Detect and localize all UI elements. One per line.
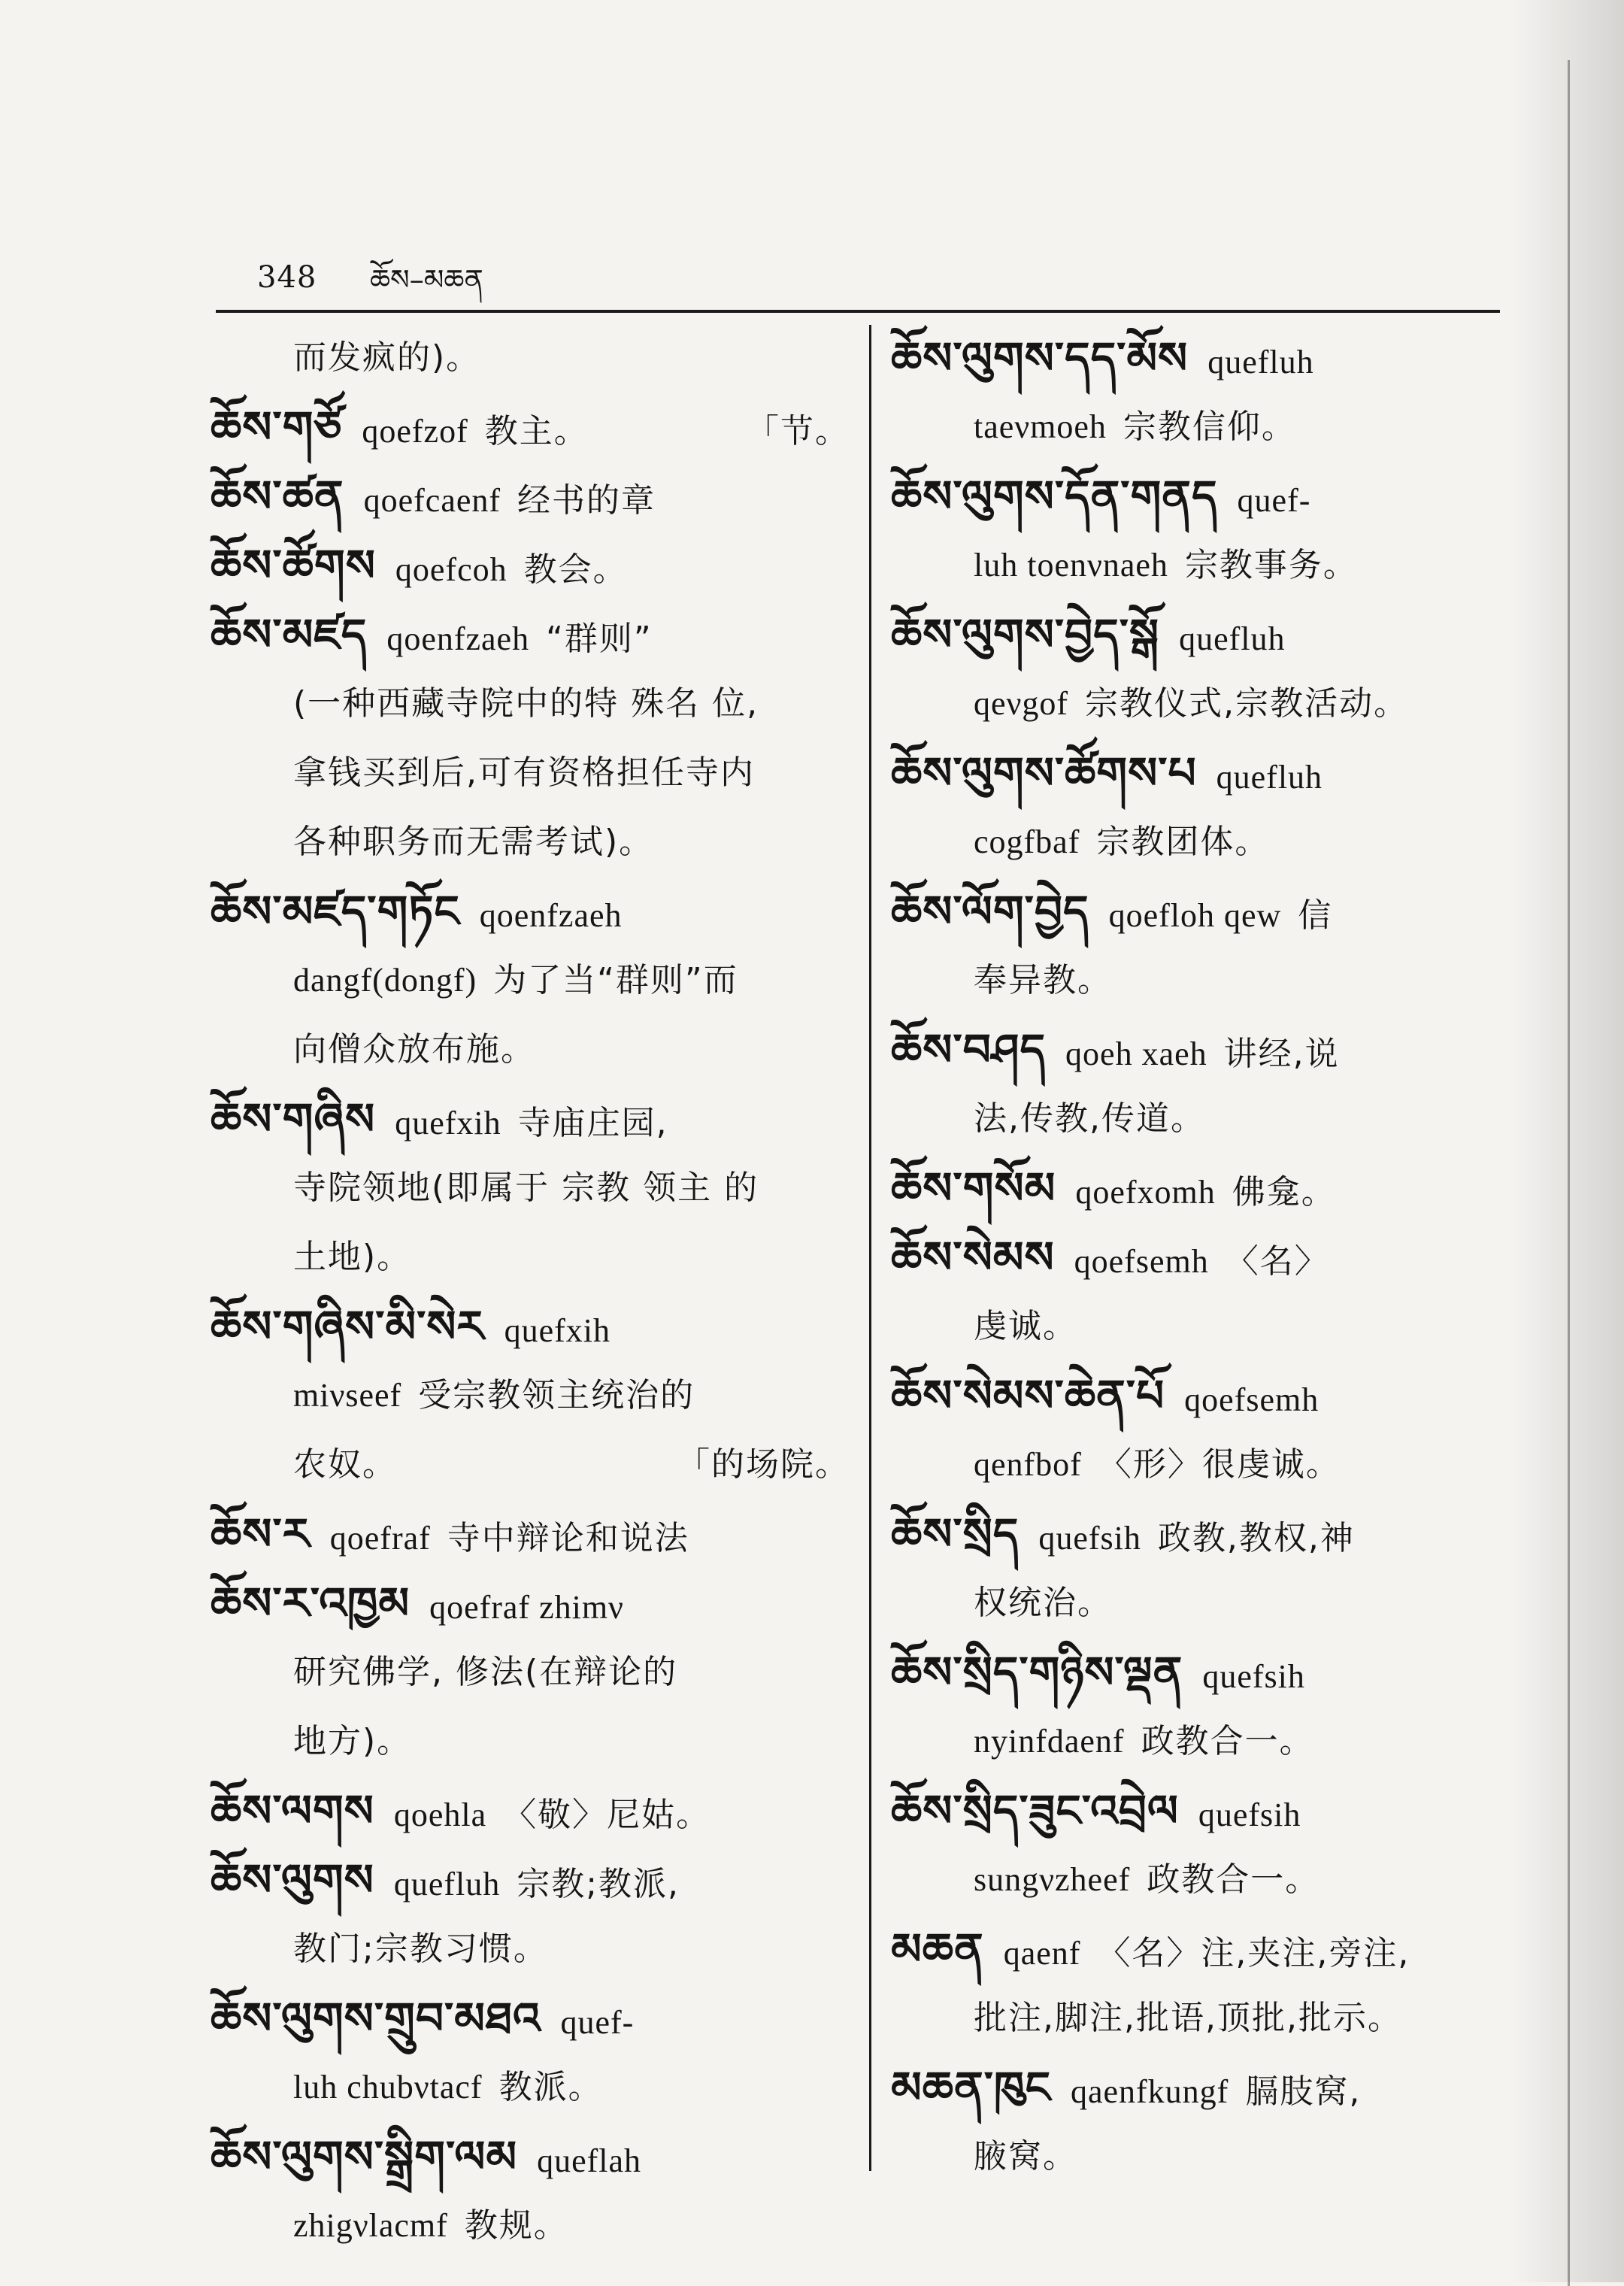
entry-headword-line: [211, 1845, 850, 1915]
chinese-gloss: 批注,脚注,批语,顶批,批示。: [974, 1999, 1402, 2037]
tibetan-headword: ཆོས་ལོག་བྱེད: [891, 886, 1089, 937]
entry-continuation-line: [211, 323, 850, 393]
romanization: qoefzof: [362, 413, 468, 450]
tibetan-headword: ཆོས་ལུགས་གྲུབ་མཐའ: [211, 1993, 541, 2044]
romanization: miνseef: [293, 1377, 402, 1414]
chinese-gloss: 政教合一。: [1147, 1860, 1320, 1899]
chinese-gloss: 拿钱买到后,可有资格担任寺内: [293, 753, 755, 792]
entry-headword-line: [891, 1015, 1526, 1084]
entry-headword-line: [891, 877, 1526, 946]
tibetan-headword: ཆོས་སྲིད: [891, 1508, 1020, 1560]
page-number: 348: [257, 260, 317, 295]
tibetan-headword: ཆོས་སྲིད་ཟུང་འབྲེལ: [891, 1785, 1179, 1836]
entry-continuation-line: [211, 2191, 850, 2260]
entry-headword-line: [211, 462, 850, 531]
entry-continuation-line: [211, 1430, 850, 1499]
chinese-gloss: 农奴。: [293, 1445, 397, 1484]
tibetan-headword: མཆན: [891, 1924, 984, 1975]
romanization: qoefsemh: [1074, 1243, 1209, 1280]
romanization: queflah: [537, 2142, 642, 2179]
tibetan-headword: ཆོས་སེམས་ཆེན་པོ: [891, 1370, 1165, 1421]
romanization: quefluh: [1179, 620, 1286, 657]
chinese-gloss: 为了当“群则”而: [493, 961, 738, 999]
tibetan-headword: ཆོས་གཞིས: [211, 1093, 376, 1145]
tibetan-headword: ཆོས་ལུགས་བྱེད་སྒོ: [891, 609, 1160, 660]
chinese-gloss: 〈形〉很虔诚。: [1098, 1445, 1341, 1484]
romanization: qaenfkungf: [1070, 2073, 1229, 2110]
romanization: nyinfdaenf: [974, 1723, 1125, 1760]
header-rule: [216, 310, 1500, 313]
entry-headword-line: [891, 600, 1526, 669]
chinese-gloss: 宗教仪式,宗教活动。: [1085, 684, 1409, 723]
entry-continuation-line: [891, 2122, 1526, 2191]
romanization: qoefxomh: [1075, 1174, 1216, 1211]
entry-continuation-line: [211, 1015, 850, 1084]
chinese-gloss: 宗教团体。: [1096, 823, 1270, 861]
tibetan-headword: ཆོས་གཞིས་མི་སེར: [211, 1301, 485, 1352]
entry-headword-line: [891, 2053, 1526, 2122]
tibetan-headword: ཆོས་གསོམ: [891, 1163, 1056, 1214]
chinese-gloss: 虔诚。: [974, 1307, 1077, 1345]
wrapped-fragment: 「的场院。: [677, 1445, 850, 1484]
entry-continuation-line: [891, 1984, 1526, 2053]
entry-continuation-line: [891, 531, 1526, 600]
entry-headword-line: [211, 393, 850, 462]
tibetan-headword: མཆན་ཁུང: [891, 2062, 1051, 2113]
romanization: quef-: [560, 2004, 635, 2041]
chinese-gloss: 〈敬〉尼姑。: [503, 1796, 711, 1834]
romanization: qoefcoh: [395, 551, 508, 588]
entry-headword-line: [211, 877, 850, 946]
chinese-gloss: 教会。: [523, 550, 628, 589]
tibetan-headword: ཆོས་སེམས: [891, 1232, 1055, 1283]
tibetan-headword: ཆོས་མཛད་གཏོང: [211, 886, 460, 937]
entry-headword-line: [891, 1776, 1526, 1845]
romanization: qenfbof: [974, 1446, 1082, 1483]
entry-continuation-line: [891, 1292, 1526, 1361]
tibetan-headword: ཆོས་ལུགས་དོན་གནད: [891, 471, 1218, 522]
chinese-gloss: 寺中辩论和说法: [447, 1519, 689, 1557]
entry-continuation-line: [891, 1845, 1526, 1915]
running-head: ཆོས–མཆན: [370, 263, 483, 296]
tibetan-headword: ཆོས་ལགས: [211, 1785, 374, 1836]
chinese-gloss: 经书的章: [517, 481, 656, 520]
chinese-gloss: 政教,教权,神: [1157, 1519, 1355, 1557]
right-column: [891, 323, 1526, 2191]
chinese-gloss: 而发疯的)。: [293, 338, 481, 377]
chinese-gloss: 宗教事务。: [1184, 546, 1358, 584]
scan-page-edge-line: [1568, 60, 1570, 2286]
entry-headword-line: [891, 1499, 1526, 1569]
romanization: cogfbaf: [974, 823, 1080, 860]
entry-continuation-line: [891, 808, 1526, 877]
chinese-gloss: 宗教信仰。: [1123, 408, 1296, 446]
entry-headword-line: [211, 531, 850, 600]
entry-continuation-line: [891, 1707, 1526, 1776]
chinese-gloss: 寺院领地(即属于 宗教 领主 的: [293, 1169, 759, 1207]
chinese-gloss: 宗教;教派,: [517, 1865, 680, 1903]
entry-headword-line: [891, 462, 1526, 531]
romanization: quefsih: [1202, 1658, 1305, 1695]
tibetan-headword: ཆོས་སྲིད་གཉིས་ལྡན: [891, 1647, 1183, 1698]
romanization: dangf(dongf): [293, 962, 477, 999]
chinese-gloss: 研究佛学, 修法(在辩论的: [293, 1653, 678, 1691]
tibetan-headword: ཆོས་ར་འཁྱམ: [211, 1578, 411, 1629]
chinese-gloss: (一种西藏寺院中的特 殊名 位,: [293, 684, 759, 723]
romanization: zhigνlacmf: [293, 2207, 448, 2244]
chinese-gloss: 信: [1298, 896, 1333, 935]
chinese-gloss: 各种职务而无需考试)。: [293, 823, 654, 861]
romanization: quefluh: [1207, 344, 1314, 380]
chinese-gloss: 土地)。: [293, 1238, 412, 1276]
chinese-gloss: 教门;宗教习惯。: [293, 1930, 548, 1968]
tibetan-headword: ཆོས་མཛད: [211, 609, 368, 660]
romanization: luh toenνnaeh: [974, 547, 1168, 584]
chinese-gloss: 权统治。: [974, 1584, 1112, 1622]
entry-continuation-line: [211, 946, 850, 1015]
romanization: qoeh xaeh: [1065, 1035, 1207, 1072]
entry-continuation-line: [891, 1569, 1526, 1638]
romanization: quefxih: [504, 1312, 611, 1349]
entry-continuation-line: [891, 1084, 1526, 1154]
entry-continuation-line: [211, 1361, 850, 1430]
romanization: quefsih: [1038, 1520, 1141, 1557]
chinese-gloss: 受宗教领主统治的: [418, 1376, 695, 1414]
entry-headword-line: [891, 738, 1526, 808]
entry-headword-line: [891, 1361, 1526, 1430]
entry-headword-line: [211, 1776, 850, 1845]
romanization: qoenfzaeh: [386, 620, 530, 657]
entry-continuation-line: [891, 1430, 1526, 1499]
entry-continuation-line: [891, 669, 1526, 738]
entry-continuation-line: [211, 1915, 850, 1984]
romanization: sungνzheef: [974, 1861, 1131, 1898]
romanization: qoenfzaeh: [479, 897, 623, 934]
entry-continuation-line: [211, 1223, 850, 1292]
entry-continuation-line: [891, 393, 1526, 462]
chinese-gloss: 〈名〉: [1225, 1242, 1329, 1281]
entry-headword-line: [891, 323, 1526, 393]
tibetan-headword: ཆོས་ཚོགས: [211, 540, 376, 591]
entry-headword-line: [211, 1984, 850, 2053]
chinese-gloss: 教主。: [484, 412, 589, 450]
chinese-gloss: 地方)。: [293, 1722, 412, 1760]
romanization: quef-: [1237, 482, 1311, 519]
column-divider: [869, 325, 871, 2171]
romanization: quefxih: [395, 1105, 501, 1141]
entry-continuation-line: [211, 808, 850, 877]
romanization: qoefloh qew: [1108, 897, 1282, 934]
tibetan-headword: ཆོས་ར: [211, 1508, 311, 1560]
entry-headword-line: [211, 1084, 850, 1154]
tibetan-headword: ཆོས་ལུགས་དད་མོས: [891, 332, 1189, 384]
romanization: quefluh: [1216, 759, 1323, 796]
entry-headword-line: [211, 2122, 850, 2191]
romanization: luh chubνtacf: [293, 2069, 483, 2106]
tibetan-headword: ཆོས་ལུགས་ཚོགས་པ: [891, 747, 1197, 799]
entry-headword-line: [211, 1499, 850, 1569]
tibetan-headword: ཆོས་གཙོ: [211, 402, 343, 453]
tibetan-headword: ཆོས་བཤད: [891, 1024, 1047, 1075]
tibetan-headword: ཆོས་ལུགས་སྒྲིག་ལམ: [211, 2131, 518, 2182]
entry-continuation-line: [211, 2053, 850, 2122]
left-column: [211, 323, 850, 2260]
chinese-gloss: 讲经,说: [1223, 1035, 1340, 1073]
entry-headword-line: [211, 1292, 850, 1361]
romanization: qoehla: [393, 1796, 487, 1833]
chinese-gloss: 腋窝。: [974, 2137, 1077, 2175]
romanization: quefluh: [393, 1866, 501, 1902]
chinese-gloss: 膈肢窝,: [1245, 2072, 1362, 2111]
chinese-gloss: 寺庙庄园,: [517, 1104, 668, 1142]
entry-headword-line: [891, 1638, 1526, 1707]
tibetan-headword: ཆོས་ལུགས: [211, 1854, 374, 1906]
romanization: qoefraf: [329, 1520, 431, 1557]
romanization: quefsih: [1198, 1796, 1301, 1833]
chinese-gloss: 向僧众放布施。: [293, 1030, 535, 1069]
romanization: qeνgof: [974, 685, 1069, 722]
chinese-gloss: 教规。: [464, 2206, 568, 2245]
entry-continuation-line: [211, 669, 850, 738]
entry-headword-line: [891, 1915, 1526, 1984]
chinese-gloss: 佛龛。: [1232, 1173, 1336, 1211]
chinese-gloss: 法,传教,传道。: [974, 1099, 1205, 1138]
romanization: qaenf: [1003, 1935, 1081, 1972]
romanization: qoefcaenf: [363, 482, 501, 519]
tibetan-headword: ཆོས་ཚན: [211, 471, 344, 522]
entry-continuation-line: [211, 738, 850, 808]
entry-continuation-line: [211, 1154, 850, 1223]
entry-continuation-line: [211, 1638, 850, 1707]
wrapped-fragment: 「节。: [746, 412, 850, 450]
romanization: qoefsemh: [1184, 1381, 1320, 1418]
romanization: qoefraf zhimν: [429, 1589, 624, 1626]
romanization: taeνmoeh: [974, 408, 1107, 445]
entry-continuation-line: [891, 946, 1526, 1015]
entry-headword-line: [891, 1154, 1526, 1223]
chinese-gloss: 奉异教。: [974, 961, 1112, 999]
entry-headword-line: [891, 1223, 1526, 1292]
entry-headword-line: [211, 1569, 850, 1638]
entry-continuation-line: [211, 1707, 850, 1776]
entry-headword-line: [211, 600, 850, 669]
chinese-gloss: 〈名〉注,夹注,旁注,: [1097, 1934, 1410, 1972]
chinese-gloss: “群则”: [546, 620, 653, 658]
chinese-gloss: 政教合一。: [1141, 1722, 1314, 1760]
chinese-gloss: 教派。: [498, 2068, 603, 2106]
